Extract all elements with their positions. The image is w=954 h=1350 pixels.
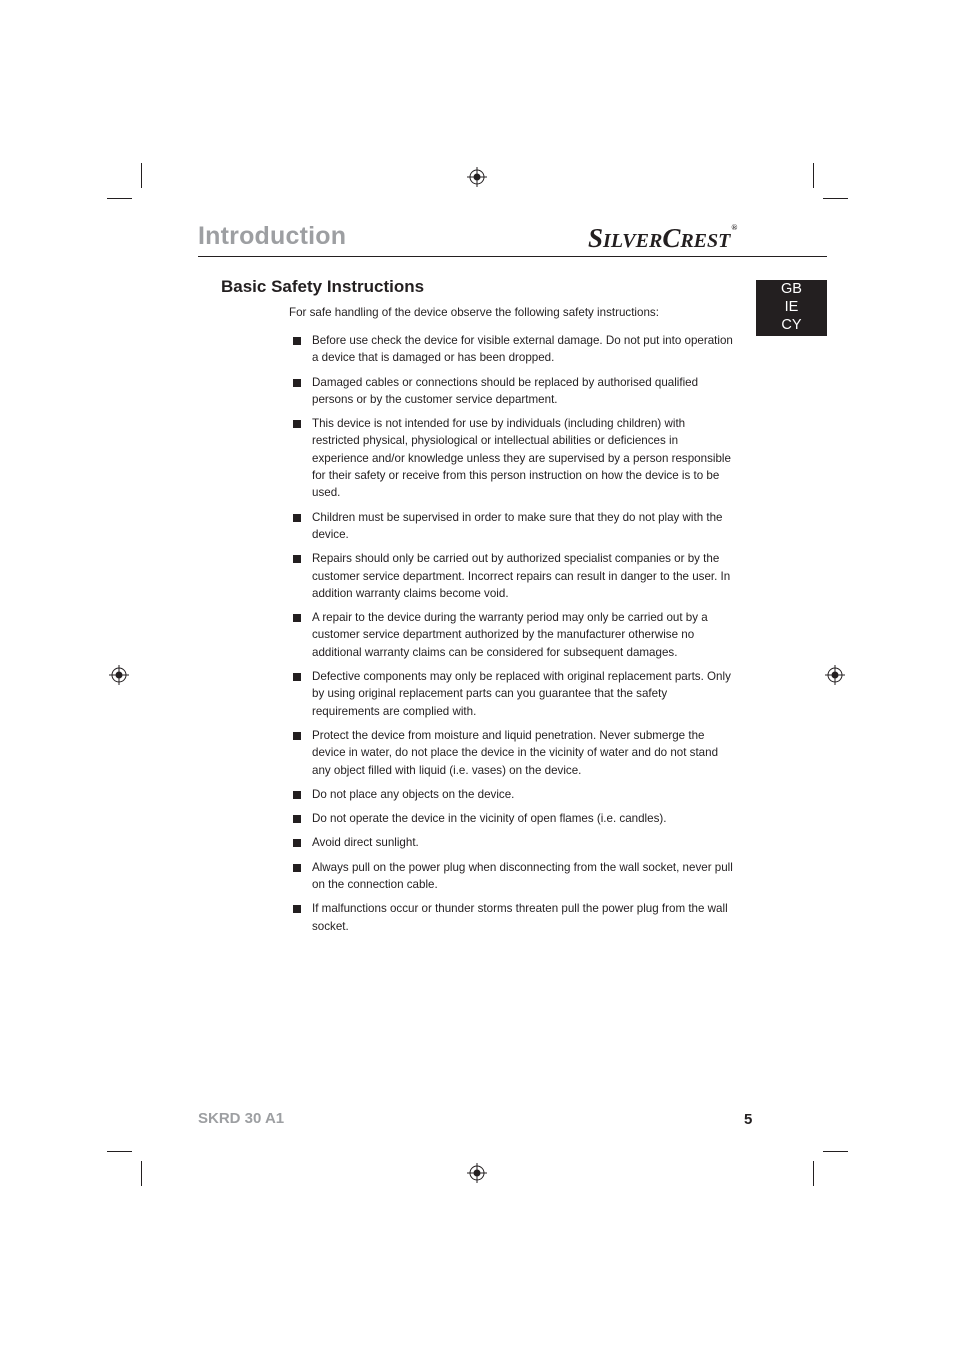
square-bullet-icon	[293, 815, 301, 823]
square-bullet-icon	[293, 839, 301, 847]
header-divider	[198, 256, 827, 257]
list-item-text: Damaged cables or connections should be replaced by authorised qualified persons or by the customer service department.	[312, 375, 699, 406]
crop-mark-bottom-left-h	[107, 1151, 132, 1152]
list-item-text: Protect the device from moisture and liquid penetration. Never submerge the device in water, do not place the device in the vicinity of water and do not stand any object filled with liquid (i.e. vases) on the device.	[312, 728, 719, 777]
square-bullet-icon	[293, 614, 301, 622]
square-bullet-icon	[293, 514, 301, 522]
list-item-text: If malfunctions occur or thunder storms threaten pull the power plug from the wall socket.	[312, 902, 728, 933]
list-item-text: A repair to the device during the warranty period may only be carried out by a customer service department authorized by the manufacturer otherwise no additional warranty claims can be considered for subsequent damages.	[312, 611, 708, 659]
list-item	[289, 550, 736, 602]
square-bullet-icon	[293, 337, 301, 345]
list-item	[289, 727, 736, 779]
square-bullet-icon	[293, 864, 301, 872]
page-title: Introduction	[198, 222, 347, 250]
list-item-text: Defective components may only be replaced with original replacement parts. Only by using original replacement parts can you guarantee that the safety requirements are complied with.	[312, 670, 731, 718]
list-item-text: Repairs should only be carried out by authorized specialist companies or by the customer service department. Incorrect repairs can result in danger to the user. In addition warranty claims become void.	[312, 552, 731, 600]
list-item	[289, 786, 736, 803]
crop-mark-top-right-v	[813, 163, 814, 188]
list-item	[289, 374, 736, 409]
square-bullet-icon	[293, 420, 301, 428]
list-item	[289, 859, 736, 894]
crop-mark-top-right-h	[823, 198, 848, 199]
square-bullet-icon	[293, 732, 301, 740]
list-item-text: Do not operate the device in the vicinity of open flames (i.e. candles).	[312, 812, 667, 826]
language-code: CY	[781, 317, 802, 333]
list-item	[289, 668, 736, 720]
list-item-text: Always pull on the power plug when disconnecting from the wall socket, never pull on the connection cable.	[312, 860, 733, 892]
crop-mark-top-left-h	[107, 198, 132, 199]
square-bullet-icon	[293, 673, 301, 681]
registration-mark-icon	[467, 167, 487, 187]
list-item	[289, 509, 736, 544]
list-item-text: Before use check the device for visible external damage. Do not put into operation a device that is damaged or has been dropped.	[312, 334, 733, 365]
list-item-text: This device is not intended for use by individuals (including children) with restricted physical, physiological or intellectual abilities or deficiences in experience and/or knowledge unless they are supervised by a person responsible for their safety or receive from this person instruction on how the device is to be used.	[312, 417, 731, 500]
safety-instructions-list	[289, 332, 736, 942]
crop-mark-bottom-left-v	[141, 1161, 142, 1186]
registration-mark-icon	[467, 1163, 487, 1183]
language-code: GB	[781, 281, 802, 297]
list-item	[289, 900, 736, 935]
crop-mark-bottom-right-h	[823, 1151, 848, 1152]
list-item	[289, 810, 736, 827]
brand-logo: SILVERCREST®	[588, 223, 738, 253]
list-item	[289, 609, 736, 661]
language-tab	[756, 280, 827, 336]
section-heading: Basic Safety Instructions	[221, 277, 425, 296]
square-bullet-icon	[293, 555, 301, 563]
square-bullet-icon	[293, 905, 301, 913]
square-bullet-icon	[293, 379, 301, 387]
language-code: IE	[784, 299, 799, 315]
registration-mark-icon	[109, 665, 129, 685]
list-item-text: Avoid direct sunlight.	[312, 836, 419, 850]
registration-mark-icon	[825, 665, 845, 685]
intro-paragraph: For safe handling of the device observe the following safety instructions:	[289, 306, 659, 319]
list-item-text: Do not place any objects on the device.	[312, 787, 515, 801]
page-number: 5	[744, 1111, 753, 1128]
crop-mark-top-left-v	[141, 163, 142, 188]
crop-mark-bottom-right-v	[813, 1161, 814, 1186]
list-item	[289, 415, 736, 501]
square-bullet-icon	[293, 791, 301, 799]
list-item	[289, 332, 736, 367]
list-item-text: Children must be supervised in order to make sure that they do not play with the device.	[312, 510, 723, 541]
model-number: SKRD 30 A1	[198, 1110, 285, 1127]
list-item	[289, 834, 736, 851]
